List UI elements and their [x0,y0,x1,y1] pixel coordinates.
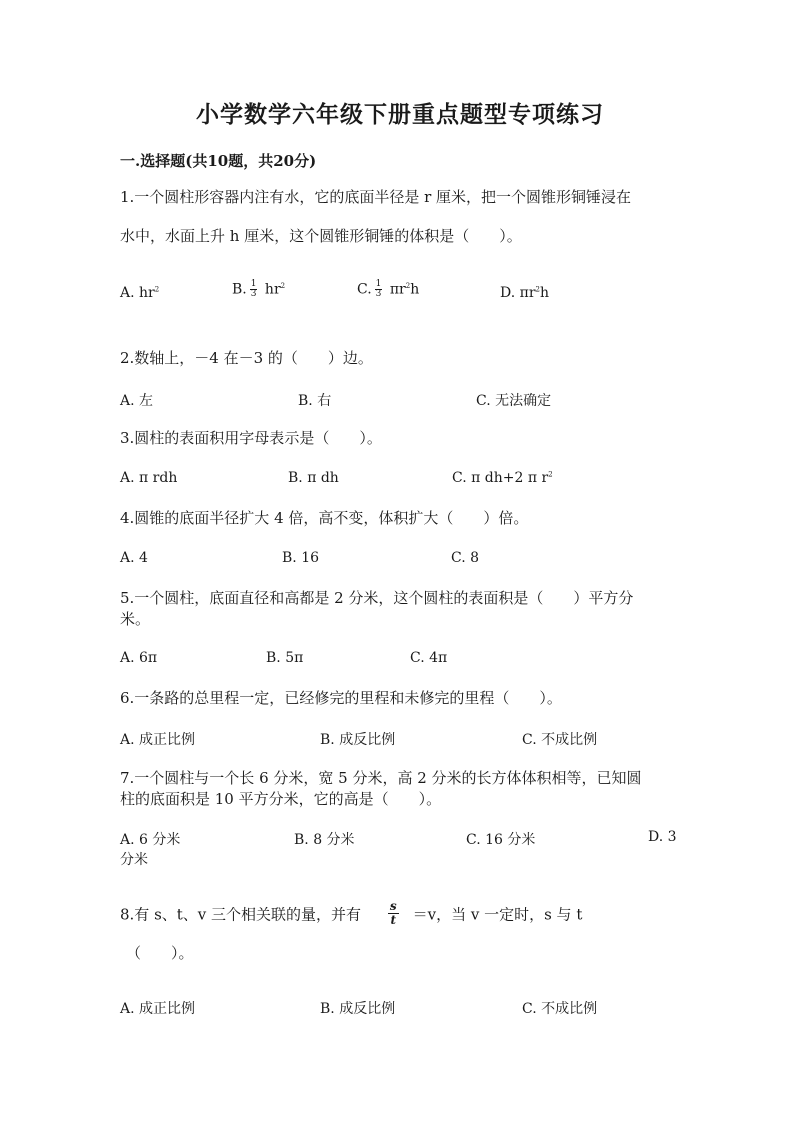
question-3: 3.圆柱的表面积用字母表示是（ ）。 [120,429,382,447]
q2-option-b: B. 右 [298,393,332,409]
question-2: 2.数轴上，－4 在－3 的（ ）边。 [120,349,373,367]
question-1-line-1: 1.一个圆柱形容器内注有水，它的底面半径是 r 厘米，把一个圆锥形铜锤浸在 [120,188,632,206]
fraction-s-over-t: $\frac{s}{t}$ [389,899,397,927]
q1-option-d: D. $\pi r^2h$ [500,285,550,301]
fraction-one-third: $\frac{1}{3}$ [250,279,257,299]
q1-option-a: A. $hr^2$ [120,285,160,301]
q7-option-b: B. 8 分米 [294,832,355,848]
question-5-line-2: 米。 [120,610,151,628]
question-7-line-1: 7.一个圆柱与一个长 6 分米，宽 5 分米，高 2 分米的长方体体积相等，已知圆 [120,769,642,787]
section-heading: 一.选择题(共10题，共20分) [120,152,317,170]
q2-option-a: A. 左 [120,393,154,409]
q1-option-c: C. $\frac{1}{3}$ $\pi r^2h$ [357,279,420,299]
question-7-line-2: 柱的底面积是 10 平方分米，它的高是（ ）。 [120,790,442,808]
q8-option-a: A. 成正比例 [120,1001,196,1017]
q8-option-b: B. 成反比例 [320,1001,396,1017]
q6-option-a: A. 成正比例 [120,732,196,748]
q7-option-a: A. 6 分米 [120,832,181,848]
q7-option-c: C. 16 分米 [466,832,536,848]
q4-option-a: A. 4 [120,550,148,566]
q5-option-a: A. 6π [120,650,158,666]
q2-option-c: C. 无法确定 [476,393,552,409]
q4-option-c: C. 8 [451,550,480,566]
question-8-line-1: 8.有 s、t、v 三个相关联的量，并有 $\frac{s}{t}$ ＝v，当 v 一定时，s 与 t [120,899,583,927]
q6-option-c: C. 不成比例 [522,732,598,748]
q5-option-b: B. 5π [266,650,304,666]
question-4: 4.圆锥的底面半径扩大 4 倍，高不变，体积扩大（ ）倍。 [120,509,529,527]
page-title: 小学数学六年级下册重点题型专项练习 [196,101,604,128]
q7-option-d: D. 3 [648,829,677,845]
q3-option-a: A. π rdh [120,470,178,486]
q1-option-b: B. $\frac{1}{3}$ $hr^2$ [232,279,286,299]
question-8-line-2: （ ）。 [126,944,194,962]
q5-option-c: C. 4π [410,650,448,666]
question-5-line-1: 5.一个圆柱，底面直径和高都是 2 分米，这个圆柱的表面积是（ ）平方分 [120,589,634,607]
q3-option-b: B. π dh [288,470,339,486]
question-6: 6.一条路的总里程一定，已经修完的里程和未修完的里程（ ）。 [120,689,562,707]
fraction-one-third: $\frac{1}{3}$ [375,279,382,299]
q3-option-c: C. π dh+2 π $r^2$ [452,470,553,486]
q4-option-b: B. 16 [282,550,320,566]
q7-option-d-wrap: 分米 [120,852,148,868]
q8-option-c: C. 不成比例 [522,1001,598,1017]
q6-option-b: B. 成反比例 [320,732,396,748]
question-1-line-2: 水中，水面上升 h 厘米，这个圆锥形铜锤的体积是（ ）。 [120,227,522,245]
